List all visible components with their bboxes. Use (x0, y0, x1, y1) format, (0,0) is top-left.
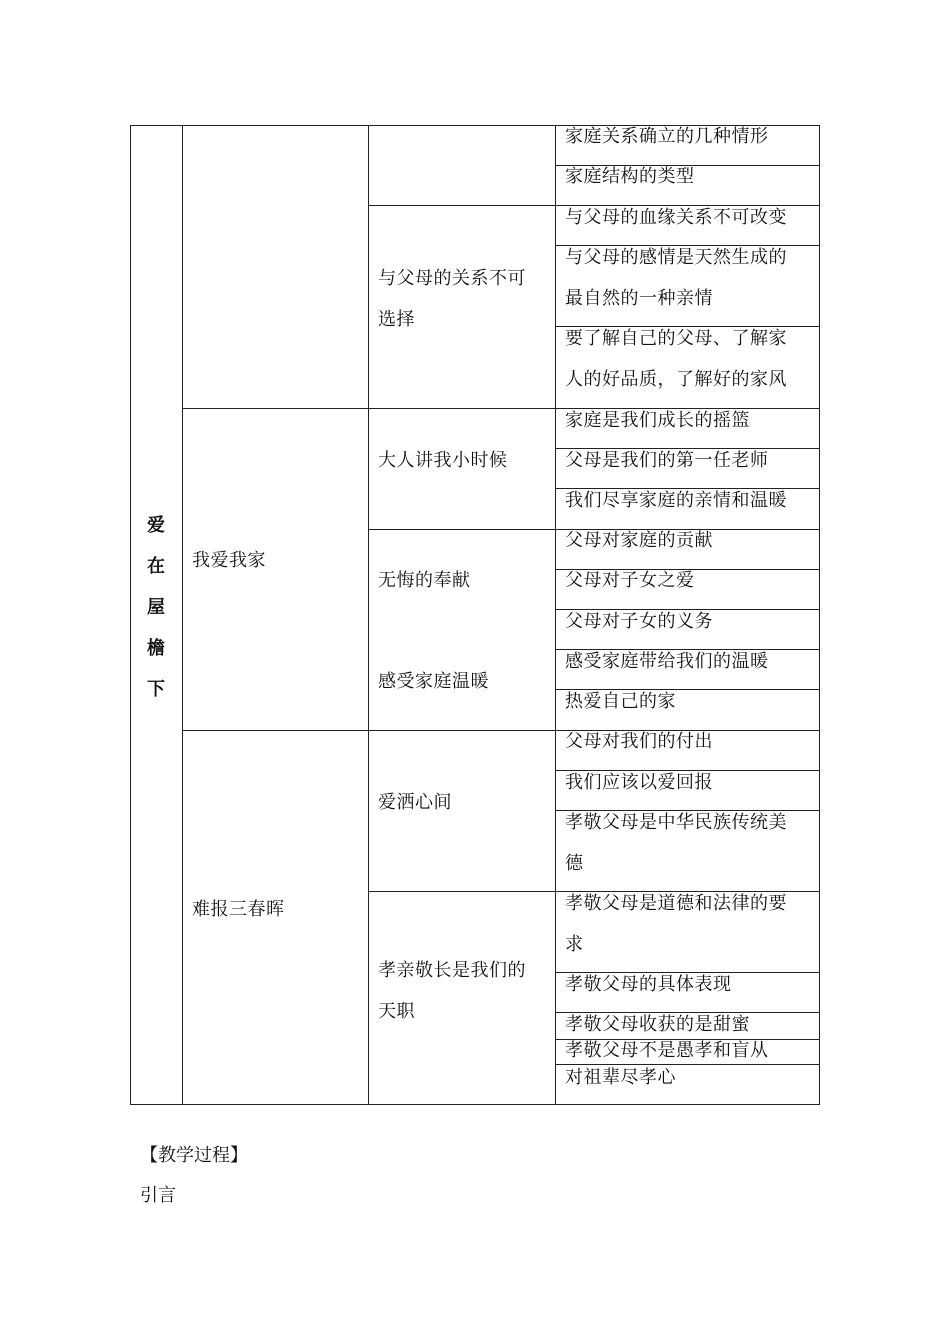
unit-title-vertical (130, 505, 182, 710)
point-text: 父母对子女的义务 (565, 611, 713, 632)
column-divider (368, 125, 369, 1105)
point-text: 热爱自己的家 (565, 691, 676, 712)
point-text: 家庭关系确立的几种情形 (565, 126, 769, 147)
point-text: 父母对我们的付出 (565, 731, 713, 752)
point-text: 父母对子女之爱 (565, 570, 695, 591)
topic-label: 天职 (378, 1001, 415, 1022)
topic-label: 选择 (378, 309, 415, 330)
section-label: 难报三春晖 (192, 899, 285, 920)
point-text: 德 (565, 853, 584, 874)
point-text: 对祖辈尽孝心 (565, 1067, 676, 1088)
point-text: 孝敬父母收获的是甜蜜 (565, 1014, 750, 1035)
topic-label: 大人讲我小时候 (378, 450, 508, 471)
point-text: 求 (565, 934, 584, 955)
topic-label: 感受家庭温暖 (378, 671, 489, 692)
unit-title-char: 在 (147, 556, 165, 577)
topic-label: 爱洒心间 (378, 792, 452, 813)
point-text: 孝敬父母是道德和法律的要 (565, 893, 787, 914)
unit-title-char: 屋 (147, 597, 165, 618)
point-text: 与父母的感情是天然生成的 (565, 247, 787, 268)
point-text: 感受家庭带给我们的温暖 (565, 651, 769, 672)
point-text: 我们尽享家庭的亲情和温暖 (565, 490, 787, 511)
section-heading: 【教学过程】 (140, 1145, 248, 1166)
intro-label: 引言 (140, 1185, 176, 1206)
point-text: 孝敬父母的具体表现 (565, 974, 732, 995)
section-divider (182, 730, 820, 731)
column-divider (555, 125, 556, 1105)
unit-title-char: 檐 (147, 638, 165, 659)
column-divider (182, 125, 183, 1105)
table-border-bottom (130, 1104, 820, 1105)
point-text: 人的好品质，了解好的家风 (565, 369, 787, 390)
point-text: 父母对家庭的贡献 (565, 530, 713, 551)
point-text: 最自然的一种亲情 (565, 288, 713, 309)
point-text: 要了解自己的父母、了解家 (565, 328, 787, 349)
point-text: 家庭结构的类型 (565, 166, 695, 187)
unit-title-char: 爱 (147, 515, 165, 536)
section-label: 我爱我家 (192, 550, 266, 571)
topic-label: 无悔的奉献 (378, 570, 471, 591)
point-text: 我们应该以爱回报 (565, 772, 713, 793)
point-text: 家庭是我们成长的摇篮 (565, 410, 750, 431)
point-text: 孝敬父母是中华民族传统美 (565, 812, 787, 833)
point-text: 孝敬父母不是愚孝和盲从 (565, 1040, 769, 1061)
unit-title-char: 下 (147, 679, 165, 700)
topic-label: 孝亲敬长是我们的 (378, 960, 526, 981)
knowledge-table (130, 125, 820, 1105)
point-text: 与父母的血缘关系不可改变 (565, 207, 787, 228)
point-text: 父母是我们的第一任老师 (565, 450, 769, 471)
topic-label: 与父母的关系不可 (378, 268, 526, 289)
table-border-right (819, 125, 820, 1105)
